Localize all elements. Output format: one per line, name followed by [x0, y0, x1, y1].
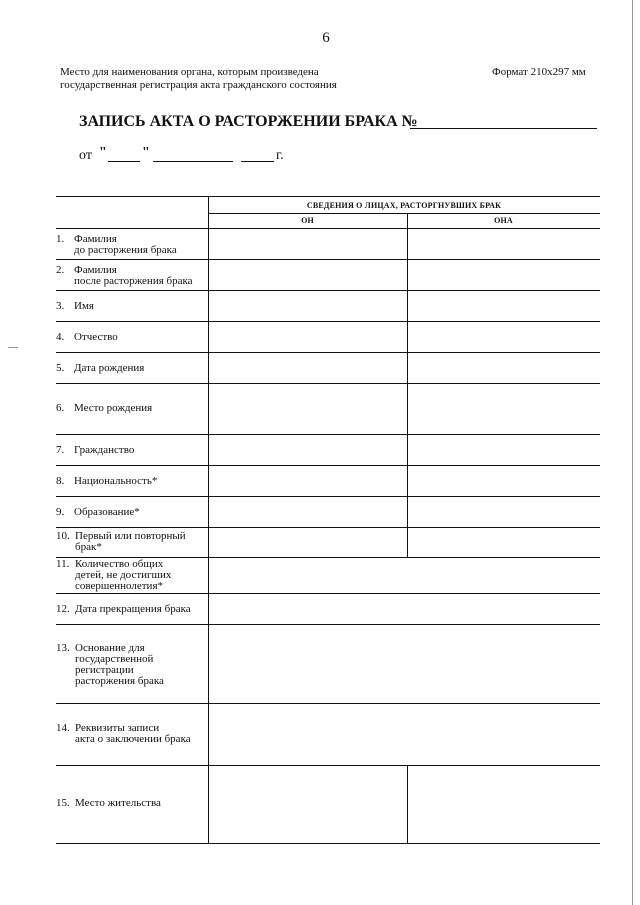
row-line: [56, 593, 600, 594]
row-text-line: Место рождения: [74, 402, 153, 414]
row-text-line: Количество общих: [75, 558, 164, 570]
row-text-line: Основание для: [75, 642, 145, 654]
date-quote-open: ": [99, 145, 107, 160]
label-column-divider: [208, 196, 209, 843]
row-number: 11.: [56, 558, 70, 570]
row-text-line: совершеннолетия*: [75, 580, 163, 592]
row-number: 12.: [56, 603, 70, 615]
row-line: [56, 624, 600, 625]
row-number: 9.: [56, 506, 65, 518]
row-text-line: Дата прекращения брака: [75, 603, 191, 615]
row-number: 4.: [56, 331, 65, 343]
he-she-divider: [407, 213, 408, 557]
row-text-line: до расторжения брака: [74, 244, 177, 256]
date-month-blank: [153, 161, 233, 162]
row-number: 13.: [56, 642, 70, 654]
row-number: 2.: [56, 264, 65, 276]
row-line: [56, 259, 600, 260]
row-line: [56, 465, 600, 466]
row-text-line: акта о заключении брака: [75, 733, 191, 745]
row-text-line: брак*: [75, 541, 102, 553]
scan-margin-mark: [8, 347, 18, 348]
row-line: [56, 352, 600, 353]
date-day-blank: [108, 161, 140, 162]
date-suffix: г.: [276, 148, 284, 163]
org-place-line2: государственная регистрация акта гражданского состояния: [60, 79, 337, 91]
row-line: [56, 321, 600, 322]
org-place-note: [60, 66, 372, 92]
row-text-line: Фамилия: [74, 233, 117, 245]
row-number: 3.: [56, 300, 65, 312]
row-number: 10.: [56, 530, 70, 542]
row-number: 6.: [56, 402, 65, 414]
row-text-line: Образование*: [74, 506, 140, 518]
date-year-blank: [241, 161, 274, 162]
document-title: ЗАПИСЬ АКТА О РАСТОРЖЕНИИ БРАКА №: [79, 113, 418, 130]
row-line: [56, 703, 600, 704]
row-text-line: Место жительства: [75, 797, 161, 809]
row-text-line: Дата рождения: [74, 362, 145, 374]
row-text-line: регистрации: [75, 664, 134, 676]
page-number: 6: [322, 30, 330, 46]
row-line: [56, 765, 600, 766]
row-text-line: Первый или повторный: [75, 530, 186, 542]
row-text-line: Гражданство: [74, 444, 135, 456]
date-prefix: от: [79, 148, 92, 163]
row-text-line: Реквизиты записи: [75, 722, 160, 734]
row-number: 7.: [56, 444, 65, 456]
record-number-blank: [410, 128, 597, 129]
col-header-he: ОН: [301, 216, 314, 225]
scan-edge-line: [632, 0, 633, 905]
row-line: [56, 383, 600, 384]
col-header-she: ОНА: [494, 216, 513, 225]
org-place-line1: Место для наименования органа, которым произведена: [60, 66, 319, 78]
row-text-line: детей, не достигших: [75, 569, 172, 581]
row-number: 8.: [56, 475, 65, 487]
row-text-line: расторжения брака: [75, 675, 164, 687]
date-row: [79, 145, 284, 164]
row-text-line: Национальность*: [74, 475, 158, 487]
row-number: 14.: [56, 722, 70, 734]
row-text-line: после расторжения брака: [74, 275, 193, 287]
row-number: 5.: [56, 362, 65, 374]
row-line: [56, 290, 600, 291]
table-bottom-line: [56, 843, 600, 844]
row-line: [56, 434, 600, 435]
group-header-line: [208, 213, 600, 214]
row-text-line: Отчество: [74, 331, 118, 343]
row-number: 1.: [56, 233, 65, 245]
row-number: 15.: [56, 797, 70, 809]
row-line: [56, 527, 600, 528]
header-bottom-line: [56, 228, 600, 229]
row-line: [56, 496, 600, 497]
paper-format: Формат 210х297 мм: [492, 66, 586, 78]
row-text-line: Фамилия: [74, 264, 117, 276]
date-quote-close: ": [142, 145, 150, 160]
table-top-line: [56, 196, 600, 197]
he-she-divider-residence: [407, 765, 408, 843]
group-header: СВЕДЕНИЯ О ЛИЦАХ, РАСТОРГНУВШИХ БРАК: [306, 201, 502, 210]
row-text-line: Имя: [74, 300, 94, 312]
row-text-line: государственной: [75, 653, 154, 665]
